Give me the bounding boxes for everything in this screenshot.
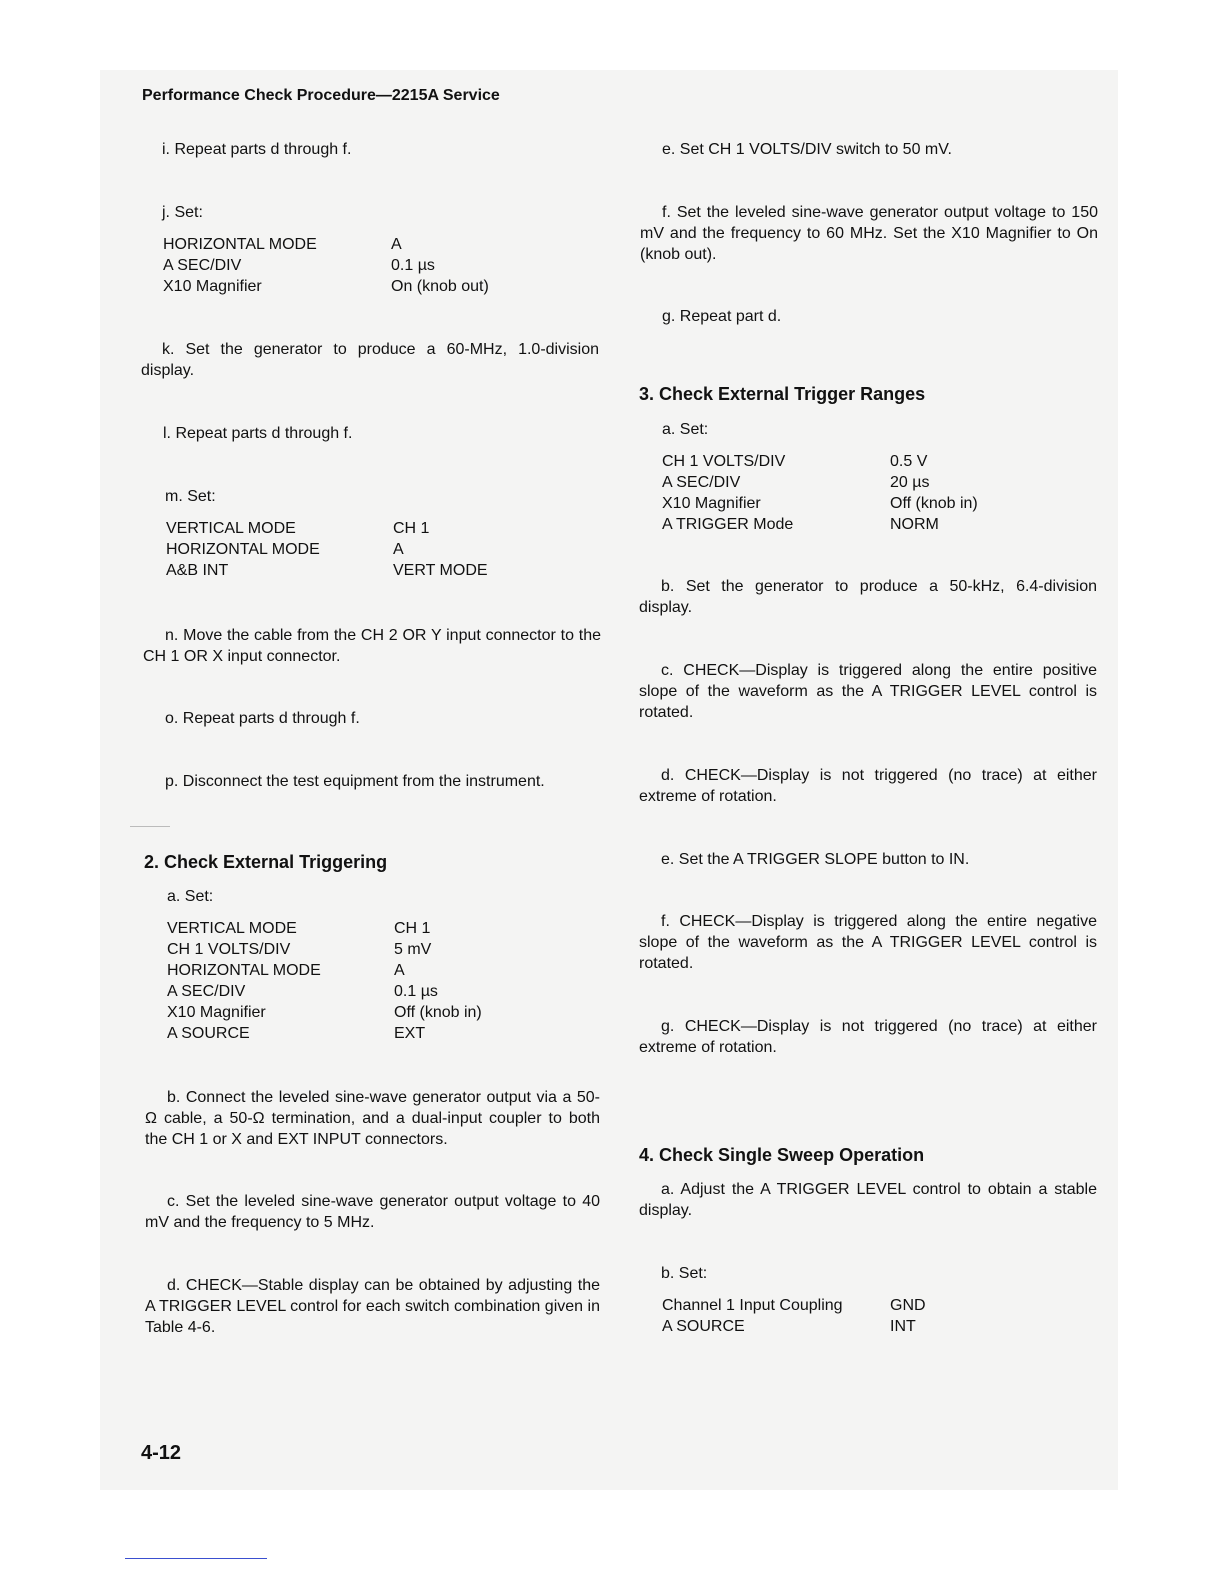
setting-key: Channel 1 Input Coupling <box>662 1297 843 1314</box>
setting-key: A SOURCE <box>167 1025 250 1042</box>
sec3-step-e: e. Set the A TRIGGER SLOPE button to IN. <box>661 851 970 868</box>
sec4-step-a: a. Adjust the A TRIGGER LEVEL control to obtain a stable display. <box>639 1181 1097 1219</box>
setting-key: CH 1 VOLTS/DIV <box>167 941 291 958</box>
setting-value: Off (knob in) <box>890 495 978 512</box>
setting-value: Off (knob in) <box>394 1004 482 1021</box>
setting-value: On (knob out) <box>391 278 489 295</box>
step-e: e. Set CH 1 VOLTS/DIV switch to 50 mV. <box>662 141 952 158</box>
setting-value: EXT <box>394 1025 426 1042</box>
section-4-title: 4. Check Single Sweep Operation <box>639 1145 925 1165</box>
setting-row <box>167 981 482 1002</box>
setting-value: INT <box>890 1318 916 1335</box>
setting-key: X10 Magnifier <box>662 495 761 512</box>
setting-key: HORIZONTAL MODE <box>166 541 320 558</box>
setting-row <box>166 539 488 560</box>
step-k: k. Set the generator to produce a 60-MHz, 1.0-division display. <box>141 341 599 379</box>
setting-value: A <box>391 236 402 253</box>
sec3-step-d: d. CHECK—Display is not triggered (no trace) at either extreme of rotation. <box>639 767 1097 805</box>
step-m-label: m. Set: <box>165 488 216 505</box>
sec3-step-g: g. CHECK—Display is not triggered (no trace) at either extreme of rotation. <box>639 1018 1097 1056</box>
sec3-step-c: c. CHECK—Display is triggered along the entire positive slope of the waveform as the A TRIGGER LEVEL control is rotated. <box>639 662 1097 721</box>
setting-row <box>163 276 489 297</box>
settings-j <box>163 234 489 297</box>
setting-row <box>167 960 482 981</box>
setting-value: 0.5 V <box>890 453 928 470</box>
step-o: o. Repeat parts d through f. <box>165 710 360 727</box>
settings-sec4-b <box>662 1295 926 1337</box>
settings-sec3-a <box>662 451 978 535</box>
setting-value: 0.1 µs <box>391 257 435 274</box>
step-p: p. Disconnect the test equipment from the instrument. <box>165 773 545 790</box>
page-header: Performance Check Procedure—2215A Service <box>142 87 500 104</box>
sec2-step-d: d. CHECK—Stable display can be obtained by adjusting the A TRIGGER LEVEL control for each switch combination given in Table 4-6. <box>145 1277 600 1336</box>
setting-row <box>167 1002 482 1023</box>
setting-row <box>662 514 978 535</box>
sec3-step-f: f. CHECK—Display is triggered along the entire negative slope of the waveform as the A TRIGGER LEVEL control is rotated. <box>639 913 1097 972</box>
setting-key: A TRIGGER Mode <box>662 516 794 533</box>
setting-value: 5 mV <box>394 941 432 958</box>
settings-m <box>166 518 488 581</box>
setting-row <box>662 1316 926 1337</box>
setting-row <box>662 493 978 514</box>
sec3-a-label: a. Set: <box>662 421 709 438</box>
step-i: i. Repeat parts d through f. <box>162 141 352 158</box>
setting-key: A SEC/DIV <box>163 257 242 274</box>
sec2-step-b: b. Connect the leveled sine-wave generator output via a 50-Ω cable, a 50-Ω termination, and a dual-input coupler to both the CH 1 or X and EXT INPUT connectors. <box>145 1089 600 1148</box>
setting-key: CH 1 VOLTS/DIV <box>662 453 786 470</box>
setting-key: A SOURCE <box>662 1318 745 1335</box>
setting-key: VERTICAL MODE <box>166 520 296 537</box>
setting-row <box>167 939 482 960</box>
setting-value: 20 µs <box>890 474 930 491</box>
setting-value: VERT MODE <box>393 562 488 579</box>
setting-value: NORM <box>890 516 939 533</box>
setting-row <box>166 518 488 539</box>
setting-value: A <box>393 541 404 558</box>
setting-row <box>662 1295 926 1316</box>
setting-row <box>662 472 978 493</box>
setting-key: X10 Magnifier <box>163 278 262 295</box>
setting-key: HORIZONTAL MODE <box>167 962 321 979</box>
setting-row <box>163 234 489 255</box>
setting-key: A&B INT <box>166 562 229 579</box>
bottom-underline <box>125 1558 267 1559</box>
divider <box>130 826 170 827</box>
setting-key: A SEC/DIV <box>662 474 741 491</box>
setting-value: A <box>394 962 405 979</box>
section-2-title: 2. Check External Triggering <box>144 852 388 872</box>
setting-value: 0.1 µs <box>394 983 438 1000</box>
setting-row <box>167 918 482 939</box>
setting-key: HORIZONTAL MODE <box>163 236 317 253</box>
settings-sec2-a <box>167 918 482 1044</box>
step-g: g. Repeat part d. <box>662 308 782 325</box>
setting-key: X10 Magnifier <box>167 1004 266 1021</box>
setting-row <box>166 560 488 581</box>
page-number: 4-12 <box>141 1442 182 1464</box>
setting-value: CH 1 <box>394 920 431 937</box>
setting-key: VERTICAL MODE <box>167 920 297 937</box>
sec3-step-b: b. Set the generator to produce a 50-kHz, 6.4-division display. <box>639 578 1097 616</box>
sec2-a-label: a. Set: <box>167 888 214 905</box>
step-l: l. Repeat parts d through f. <box>163 425 353 442</box>
setting-row <box>662 451 978 472</box>
setting-row <box>167 1023 482 1044</box>
setting-value: CH 1 <box>393 520 430 537</box>
sec4-b-label: b. Set: <box>661 1265 708 1282</box>
section-3-title: 3. Check External Trigger Ranges <box>639 384 926 404</box>
setting-value: GND <box>890 1297 926 1314</box>
step-n: n. Move the cable from the CH 2 OR Y input connector to the CH 1 OR X input connector. <box>143 627 601 665</box>
step-f: f. Set the leveled sine-wave generator output voltage to 150 mV and the frequency to 60 MHz. Set the X10 Magnifier to On (knob out). <box>640 204 1098 263</box>
step-j-label: j. Set: <box>162 204 203 221</box>
sec2-step-c: c. Set the leveled sine-wave generator output voltage to 40 mV and the frequency to 5 MHz. <box>145 1193 600 1231</box>
setting-row <box>163 255 489 276</box>
setting-key: A SEC/DIV <box>167 983 246 1000</box>
